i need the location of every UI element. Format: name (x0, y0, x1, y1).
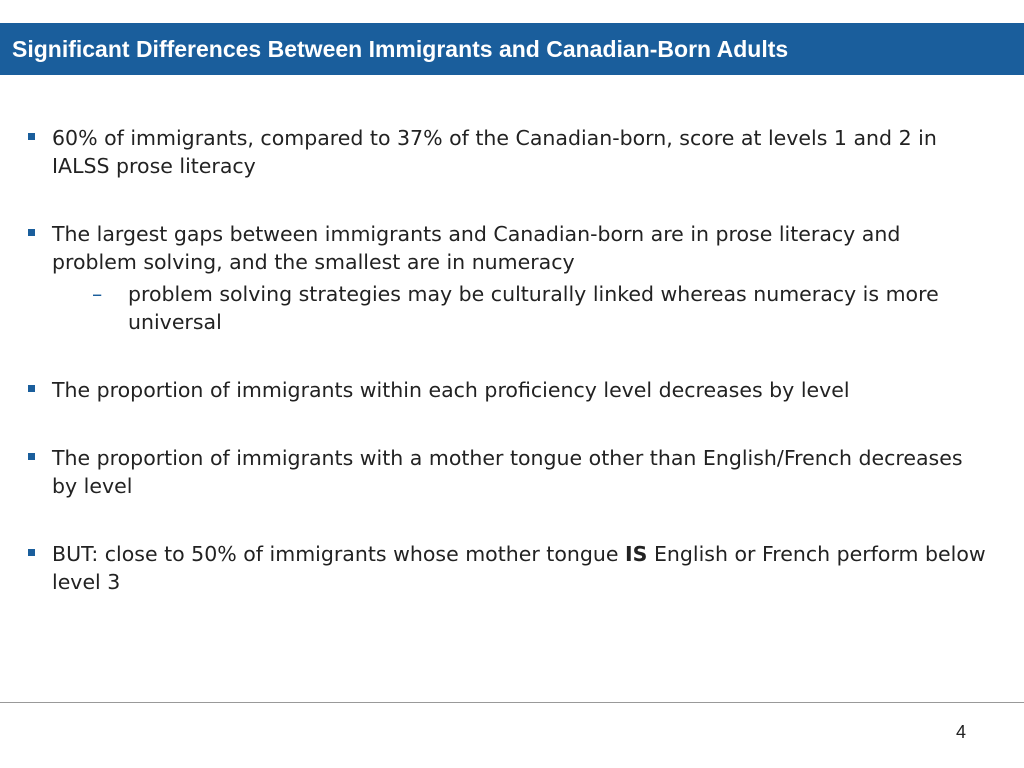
bullet-item (28, 124, 988, 180)
square-bullet-icon (28, 133, 35, 140)
bullet-item (28, 376, 988, 404)
bullet-text-part: English or French perform below level 3 (52, 542, 986, 594)
bullet-text: The proportion of immigrants with a mother tongue other than English/French decreases by level (52, 446, 963, 498)
bullet-text-emphasis: IS (625, 542, 648, 566)
dash-bullet-icon: – (92, 282, 103, 306)
square-bullet-icon (28, 549, 35, 556)
square-bullet-icon (28, 385, 35, 392)
bullet-text: The proportion of immigrants within each proficiency level decreases by level (52, 378, 850, 402)
bullet-text: 60% of immigrants, compared to 37% of the Canadian-born, score at levels 1 and 2 in IALSS prose literacy (52, 126, 937, 178)
footer-divider (0, 702, 1024, 703)
bullet-text: The largest gaps between immigrants and Canadian-born are in prose literacy and problem solving, and the smallest are in numeracy (52, 222, 901, 274)
sub-bullet-text: problem solving strategies may be culturally linked whereas numeracy is more universal (128, 282, 939, 334)
bullet-item (28, 444, 988, 500)
square-bullet-icon (28, 229, 35, 236)
title-bar (0, 23, 1024, 75)
bullet-item (28, 220, 988, 336)
square-bullet-icon (28, 453, 35, 460)
slide-title: Significant Differences Between Immigrants and Canadian-Born Adults (12, 35, 789, 62)
sub-bullet-item (76, 280, 988, 336)
bullet-text-part: BUT: close to 50% of immigrants whose mother tongue (52, 542, 626, 566)
bullet-list (28, 124, 988, 636)
bullet-item (28, 540, 988, 596)
page-number: 4 (955, 722, 966, 742)
